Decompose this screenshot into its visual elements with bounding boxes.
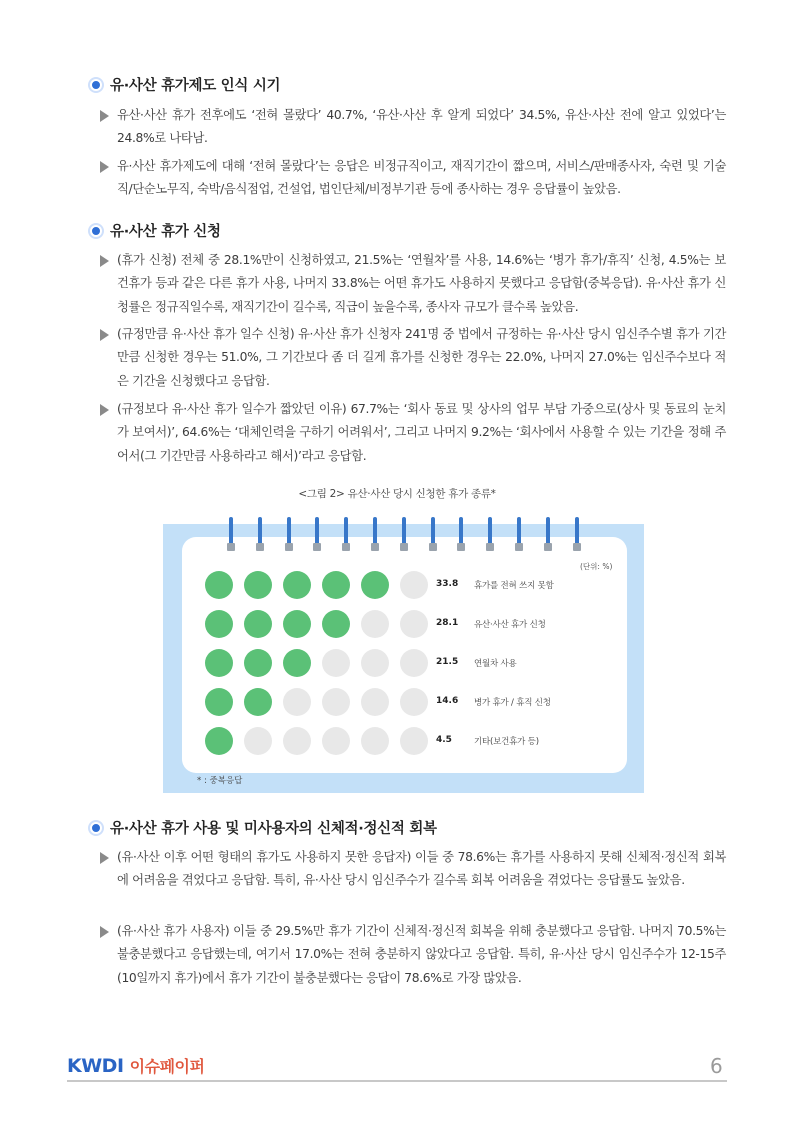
calendar-ring-icon <box>256 517 264 553</box>
chart-value-label: 21.5 <box>436 657 459 667</box>
chart-row <box>205 649 439 677</box>
chart-dot-filled <box>244 571 272 599</box>
paragraph <box>100 846 726 893</box>
chart-footnote: * : 중복응답 <box>197 776 243 786</box>
chart-row <box>205 571 439 599</box>
calendar-ring-icon <box>371 517 379 553</box>
chart-category-label: 연월차 사용 <box>474 659 517 669</box>
calendar-ring-icon <box>285 517 293 553</box>
chart-dot-filled <box>205 688 233 716</box>
triangle-bullet-icon <box>100 329 109 341</box>
chart-dot-empty <box>322 649 350 677</box>
chart-dot-filled <box>322 610 350 638</box>
calendar-ring-icon <box>544 517 552 553</box>
chart-dot-filled <box>244 610 272 638</box>
chart-category-label: 병가 휴가 / 휴직 신청 <box>474 698 551 708</box>
section-title-application <box>90 220 221 241</box>
chart-row <box>205 688 439 716</box>
series-title: 이슈페이퍼 <box>129 1057 205 1076</box>
chart-dot-empty <box>361 610 389 638</box>
paragraph-text: (규정만큼 유·사산 휴가 일수 신청) 유·사산 휴가 신청자 241명 중 법에서 규정하는 유·사산 당시 임신주수별 휴가 기간만큼 신청한 경우는 51.0%, 그 기간보다 좀 더 길게 휴가를 신청한 경우는 22.0%, 나머지 27.0%는 임신주수보다 적은 기간을 신청했다고 응답함. <box>117 327 726 388</box>
chart-value-label: 28.1 <box>436 618 459 628</box>
triangle-bullet-icon <box>100 852 109 864</box>
chart-row <box>205 727 439 755</box>
paragraph <box>100 920 726 990</box>
calendar-ring-icon <box>227 517 235 553</box>
triangle-bullet-icon <box>100 926 109 938</box>
chart-dot-filled <box>361 571 389 599</box>
triangle-bullet-icon <box>100 110 109 122</box>
calendar-ring-icon <box>515 517 523 553</box>
chart-dot-filled <box>283 610 311 638</box>
section-title-awareness <box>90 74 280 95</box>
chart-value-label: 33.8 <box>436 579 459 589</box>
chart-dot-empty <box>283 688 311 716</box>
paragraph-text: (규정보다 유·사산 휴가 일수가 짧았던 이유) 67.7%는 ‘회사 동료 및 상사의 업무 부담 가중으로(상사 및 동료의 눈치가 보여서)’, 64.6%는 ‘대체인력을 구하기 어려워서’, 그리고 나머지 9.2%는 ‘회사에서 사용할 수 있는 기간을 정해 주어서(그 기간만큼 사용하라고 해서)’라고 응답함. <box>117 402 726 463</box>
chart-dot-filled <box>244 649 272 677</box>
section-title-text: 유·사산 휴가 사용 및 미사용자의 신체적·정신적 회복 <box>110 821 437 837</box>
chart-row <box>205 610 439 638</box>
paragraph-text: (휴가 신청) 전체 중 28.1%만이 신청하였고, 21.5%는 ‘연월차’를 사용, 14.6%는 ‘병가 휴가/휴직’ 신청, 4.5%는 보건휴가 등과 같은 다른 휴가 사용, 나머지 33.8%는 어떤 휴가도 사용하지 못했다고 응답함(중복응답). 유·사산 휴가 신청률은 정규직일수록, 재직기간이 길수록, 직급이 높을수록, 종사자 규모가 클수록 높았음. <box>117 253 726 314</box>
paragraph <box>100 398 726 468</box>
page-number: 6 <box>710 1054 723 1078</box>
chart-dot-empty <box>361 649 389 677</box>
chart-dot-filled <box>283 649 311 677</box>
paragraph <box>100 104 726 151</box>
chart-dot-filled <box>244 688 272 716</box>
calendar-ring-icon <box>400 517 408 553</box>
paragraph <box>100 155 726 202</box>
chart-category-label: 휴가를 전혀 쓰지 못함 <box>474 581 554 591</box>
chart-value-label: 14.6 <box>436 696 459 706</box>
calendar-ring-icon <box>486 517 494 553</box>
chart-category-label: 유산·사산 휴가 신청 <box>474 620 546 630</box>
calendar-ring-icon <box>573 517 581 553</box>
chart-dot-empty <box>400 727 428 755</box>
calendar-ring-icon <box>457 517 465 553</box>
section-title-text: 유·사산 휴가 신청 <box>110 224 221 240</box>
triangle-bullet-icon <box>100 404 109 416</box>
chart-dot-filled <box>205 610 233 638</box>
triangle-bullet-icon <box>100 161 109 173</box>
chart-dot-empty <box>283 727 311 755</box>
calendar-ring-icon <box>342 517 350 553</box>
chart-dot-empty <box>361 688 389 716</box>
section-title-recovery <box>90 817 437 838</box>
chart-dot-empty <box>361 727 389 755</box>
paragraph-text: (유·사산 휴가 사용자) 이들 중 29.5%만 휴가 기간이 신체적·정신적 회복을 위해 충분했다고 응답함. 나머지 70.5%는 불충분했다고 응답했는데, 여기서 17.0%는 전혀 충분하지 않았다고 응답함. 특히, 유·사산 당시 임신주수가 12-15주(10일까지 휴가)에서 휴가 기간이 불충분했다는 응답이 78.6%로 가장 많았음. <box>117 924 726 985</box>
triangle-bullet-icon <box>100 255 109 267</box>
kwdi-logo: KWDI <box>67 1055 124 1077</box>
chart-dot-empty <box>322 727 350 755</box>
chart-dot-empty <box>322 688 350 716</box>
paragraph-text: (유·사산 이후 어떤 형태의 휴가도 사용하지 못한 응답자) 이들 중 78.6%는 휴가를 사용하지 못해 신체적·정신적 회복에 어려움을 겪었다고 응답함. 특히, 유·사산 당시 임신주수가 길수록 회복 어려움을 겪었다는 응답률도 높았음. <box>117 850 726 888</box>
footer-logo <box>67 1054 204 1077</box>
paragraph-text: 유산·사산 휴가 전후에도 ‘전혀 몰랐다’ 40.7%, ‘유산·사산 후 알게 되었다’ 34.5%, 유산·사산 전에 알고 있었다’는 24.8%로 나타남. <box>117 108 726 146</box>
chart-dot-filled <box>205 727 233 755</box>
section-bullet-icon <box>90 822 102 834</box>
chart-value-label: 4.5 <box>436 735 452 745</box>
paragraph <box>100 249 726 319</box>
chart-dot-filled <box>283 571 311 599</box>
section-bullet-icon <box>90 225 102 237</box>
paragraph-text: 유·사산 휴가제도에 대해 ‘전혀 몰랐다’는 응답은 비정규직이고, 재직기간이 짧으며, 서비스/판매종사자, 숙련 및 기술직/단순노무직, 숙박/음식점업, 건설업, 법인단체/비정부기관 등에 종사하는 경우 응답률이 높았음. <box>117 159 726 197</box>
chart-dot-empty <box>244 727 272 755</box>
section-bullet-icon <box>90 79 102 91</box>
chart-dot-filled <box>322 571 350 599</box>
chart-dot-empty <box>400 610 428 638</box>
calendar-ring-icon <box>313 517 321 553</box>
paragraph <box>100 323 726 393</box>
chart-dot-filled <box>205 649 233 677</box>
chart-dot-empty <box>400 688 428 716</box>
figure-caption: <그림 2> 유산·사산 당시 신청한 휴가 종류* <box>298 488 496 500</box>
chart-category-label: 기타(보건휴가 등) <box>474 737 539 747</box>
chart-unit: (단위: %) <box>580 562 613 571</box>
section-title-text: 유·사산 휴가제도 인식 시기 <box>110 78 281 94</box>
chart-dot-empty <box>400 649 428 677</box>
calendar-ring-icon <box>429 517 437 553</box>
chart-dot-empty <box>400 571 428 599</box>
chart-dot-filled <box>205 571 233 599</box>
footer-divider <box>67 1080 727 1082</box>
